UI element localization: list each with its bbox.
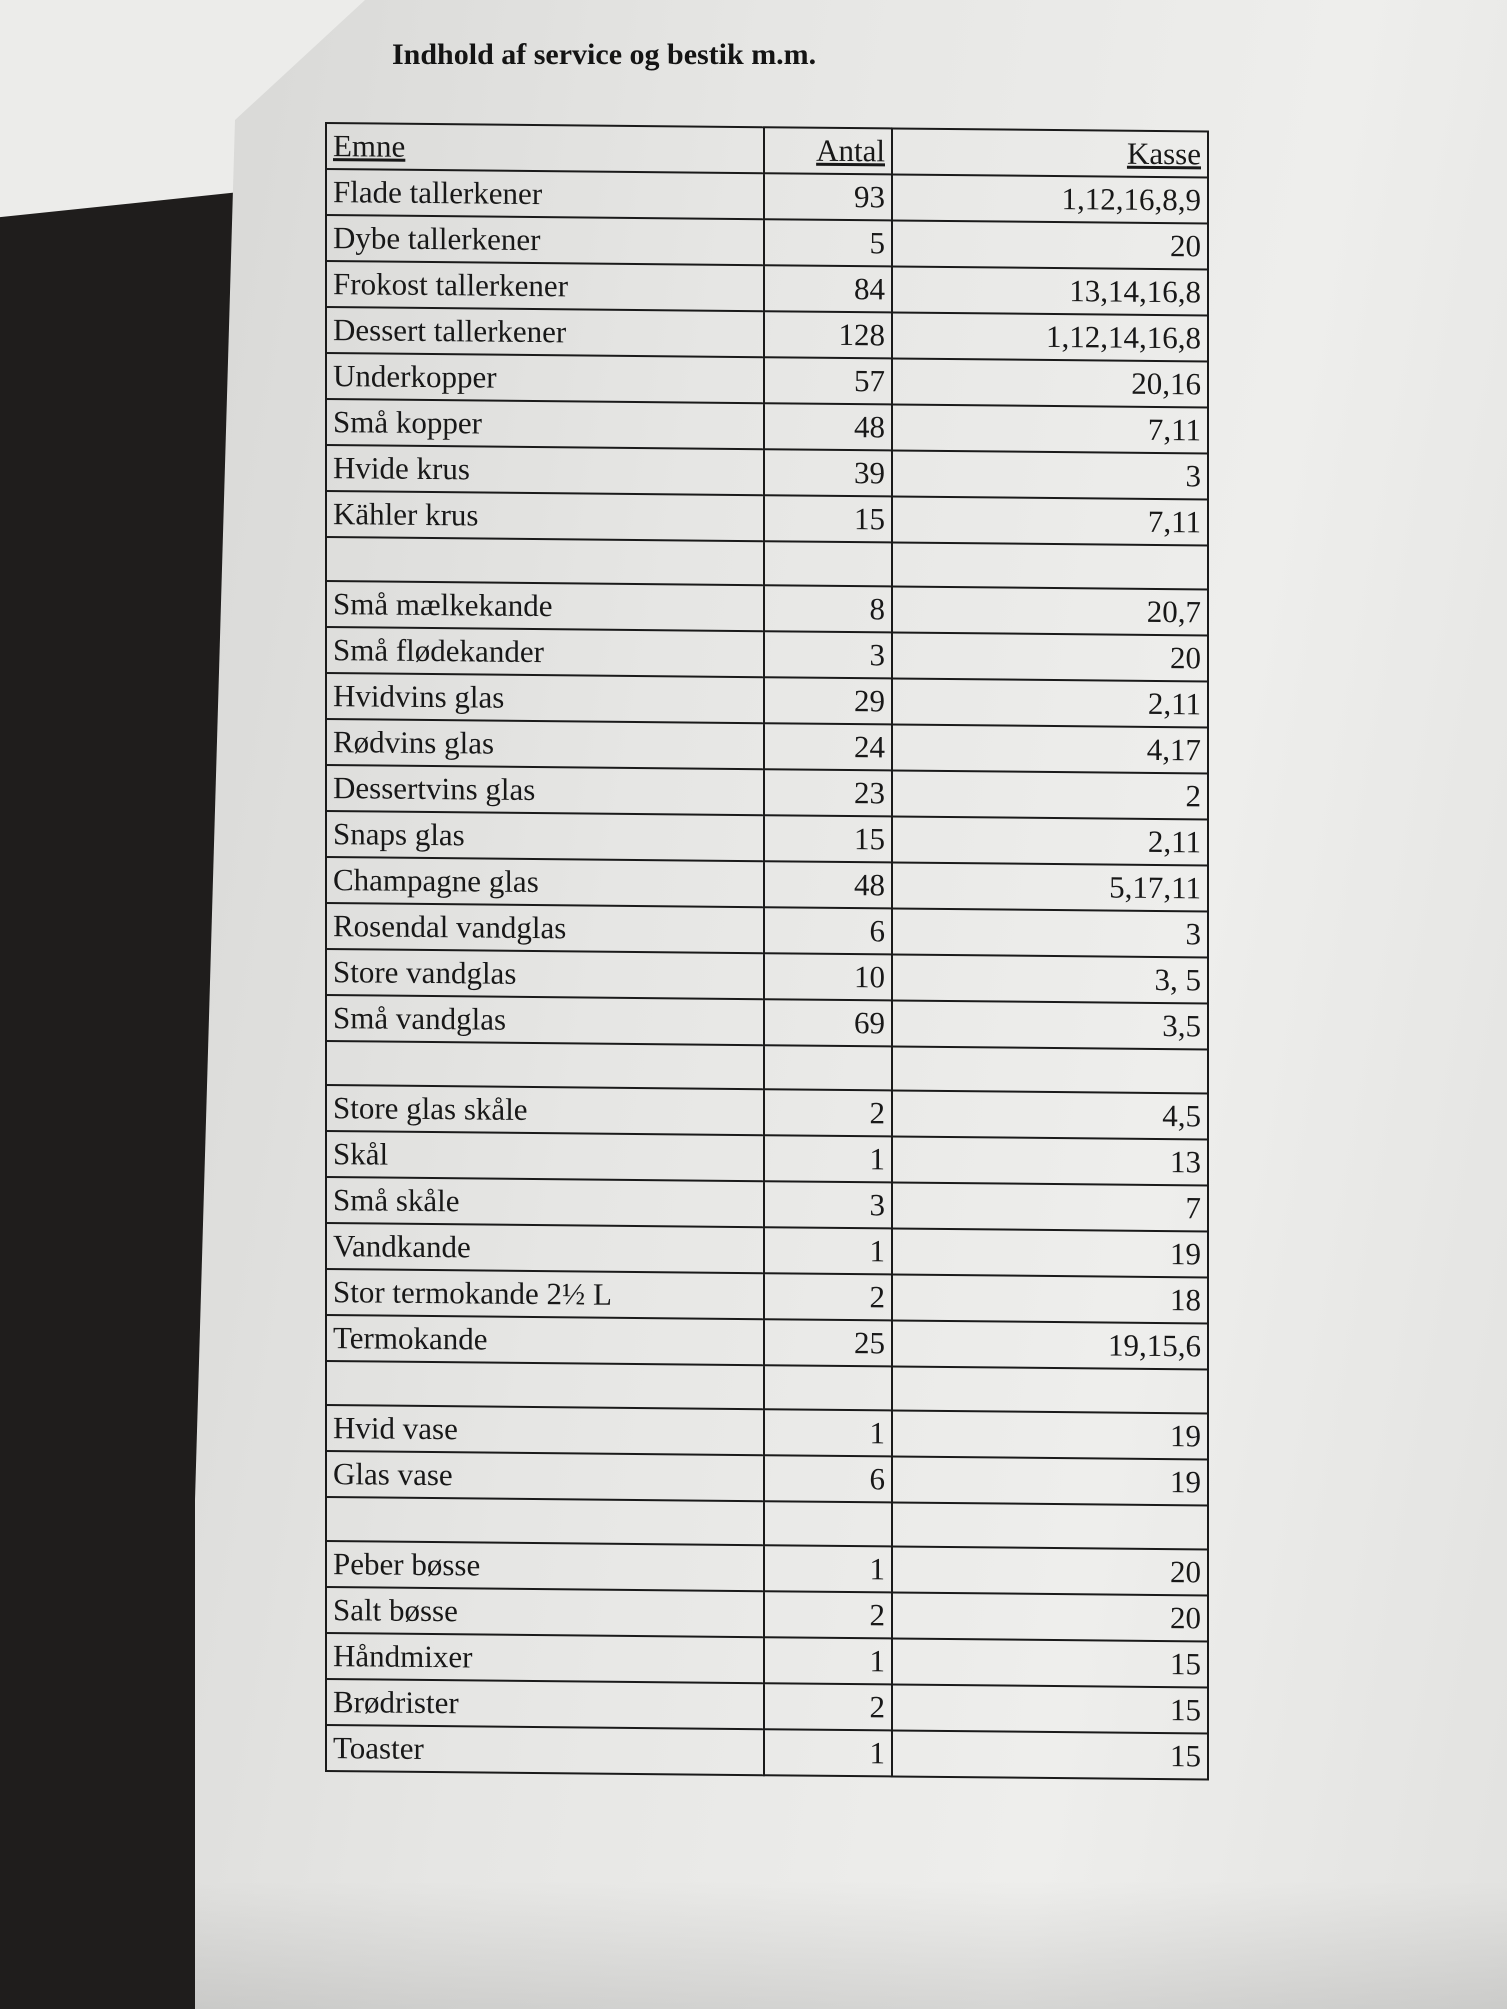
cell-count: 3	[764, 631, 892, 678]
cell-count	[764, 541, 892, 586]
cell-item: Hvid vase	[326, 1405, 764, 1455]
cell-count: 2	[764, 1273, 892, 1320]
cell-box: 15	[892, 1638, 1208, 1687]
cell-count: 93	[764, 173, 892, 220]
inventory-table	[325, 122, 1209, 1780]
cell-item: Glas vase	[326, 1451, 764, 1501]
document-title: Indhold af service og bestik m.m.	[392, 38, 817, 71]
cell-box: 5,17,11	[892, 862, 1208, 911]
cell-box	[892, 1502, 1208, 1549]
cell-box: 3	[892, 450, 1208, 499]
cell-item: Små kopper	[326, 399, 764, 449]
cell-box: 19,15,6	[892, 1320, 1208, 1369]
cell-box	[892, 1046, 1208, 1093]
cell-item: Peber bøsse	[326, 1541, 764, 1591]
cell-count: 48	[764, 861, 892, 908]
cell-count	[764, 1501, 892, 1546]
cell-box: 20,16	[892, 358, 1208, 407]
cell-count: 2	[764, 1089, 892, 1136]
cell-item	[326, 1041, 764, 1089]
cell-item: Underkopper	[326, 353, 764, 403]
cell-item: Salt bøsse	[326, 1587, 764, 1637]
cell-box: 2,11	[892, 816, 1208, 865]
cell-count: 128	[764, 311, 892, 358]
cell-count: 6	[764, 1455, 892, 1502]
cell-count: 2	[764, 1591, 892, 1638]
cell-box	[892, 542, 1208, 589]
cell-item: Champagne glas	[326, 857, 764, 907]
cell-box: 3, 5	[892, 954, 1208, 1003]
cell-item: Dessertvins glas	[326, 765, 764, 815]
table-body	[326, 169, 1208, 1779]
cell-item	[326, 1497, 764, 1545]
cell-box: 20,7	[892, 586, 1208, 635]
cell-box: 20	[892, 1592, 1208, 1641]
cell-count: 2	[764, 1683, 892, 1730]
cell-count: 3	[764, 1181, 892, 1228]
cell-count: 1	[764, 1135, 892, 1182]
header-item: Emne	[326, 123, 764, 173]
cell-box: 1,12,16,8,9	[892, 174, 1208, 223]
cell-item: Termokande	[326, 1315, 764, 1365]
cell-box	[892, 1366, 1208, 1413]
cell-item: Små mælkekande	[326, 581, 764, 631]
cell-count: 69	[764, 999, 892, 1046]
cell-box: 15	[892, 1684, 1208, 1733]
cell-count: 25	[764, 1319, 892, 1366]
cell-item: Skål	[326, 1131, 764, 1181]
cell-item: Hvide krus	[326, 445, 764, 495]
cell-item: Dessert tallerkener	[326, 307, 764, 357]
cell-count: 1	[764, 1227, 892, 1274]
cell-item: Snaps glas	[326, 811, 764, 861]
cell-box: 3,5	[892, 1000, 1208, 1049]
cell-item	[326, 1361, 764, 1409]
cell-count	[764, 1365, 892, 1410]
cell-item: Stor termokande 2½ L	[326, 1269, 764, 1319]
cell-item	[326, 537, 764, 585]
cell-box: 7,11	[892, 496, 1208, 545]
cell-box: 7	[892, 1182, 1208, 1231]
cell-item: Håndmixer	[326, 1633, 764, 1683]
cell-item: Kähler krus	[326, 491, 764, 541]
cell-count: 29	[764, 677, 892, 724]
cell-count: 6	[764, 907, 892, 954]
cell-box: 1,12,14,16,8	[892, 312, 1208, 361]
cell-count	[764, 1045, 892, 1090]
cell-count: 84	[764, 265, 892, 312]
cell-count: 1	[764, 1637, 892, 1684]
cell-box: 19	[892, 1410, 1208, 1459]
cell-count: 24	[764, 723, 892, 770]
cell-box: 20	[892, 1546, 1208, 1595]
cell-count: 15	[764, 495, 892, 542]
cell-box: 7,11	[892, 404, 1208, 453]
cell-item: Store glas skåle	[326, 1085, 764, 1135]
cell-item: Frokost tallerkener	[326, 261, 764, 311]
header-box: Kasse	[892, 128, 1208, 177]
cell-count: 15	[764, 815, 892, 862]
cell-item: Store vandglas	[326, 949, 764, 999]
cell-count: 5	[764, 219, 892, 266]
cell-box: 20	[892, 632, 1208, 681]
cell-box: 20	[892, 220, 1208, 269]
cell-count: 1	[764, 1729, 892, 1776]
cell-count: 8	[764, 585, 892, 632]
cell-box: 18	[892, 1274, 1208, 1323]
cell-item: Toaster	[326, 1725, 764, 1775]
cell-item: Dybe tallerkener	[326, 215, 764, 265]
cell-box: 2	[892, 770, 1208, 819]
cell-count: 10	[764, 953, 892, 1000]
cell-box: 4,17	[892, 724, 1208, 773]
cell-count: 57	[764, 357, 892, 404]
cell-item: Flade tallerkener	[326, 169, 764, 219]
cell-count: 1	[764, 1545, 892, 1592]
cell-item: Rødvins glas	[326, 719, 764, 769]
cell-count: 1	[764, 1409, 892, 1456]
header-count: Antal	[764, 127, 892, 174]
cell-item: Brødrister	[326, 1679, 764, 1729]
cell-item: Vandkande	[326, 1223, 764, 1273]
cell-box: 2,11	[892, 678, 1208, 727]
cell-box: 19	[892, 1228, 1208, 1277]
cell-count: 23	[764, 769, 892, 816]
cell-item: Små vandglas	[326, 995, 764, 1045]
cell-box: 13	[892, 1136, 1208, 1185]
cell-item: Små flødekander	[326, 627, 764, 677]
table-row	[326, 1725, 1208, 1779]
cell-item: Hvidvins glas	[326, 673, 764, 723]
cell-box: 3	[892, 908, 1208, 957]
cell-item: Rosendal vandglas	[326, 903, 764, 953]
cell-item: Små skåle	[326, 1177, 764, 1227]
cell-box: 19	[892, 1456, 1208, 1505]
cell-count: 39	[764, 449, 892, 496]
cell-box: 15	[892, 1730, 1208, 1779]
cell-count: 48	[764, 403, 892, 450]
cell-box: 13,14,16,8	[892, 266, 1208, 315]
cell-box: 4,5	[892, 1090, 1208, 1139]
